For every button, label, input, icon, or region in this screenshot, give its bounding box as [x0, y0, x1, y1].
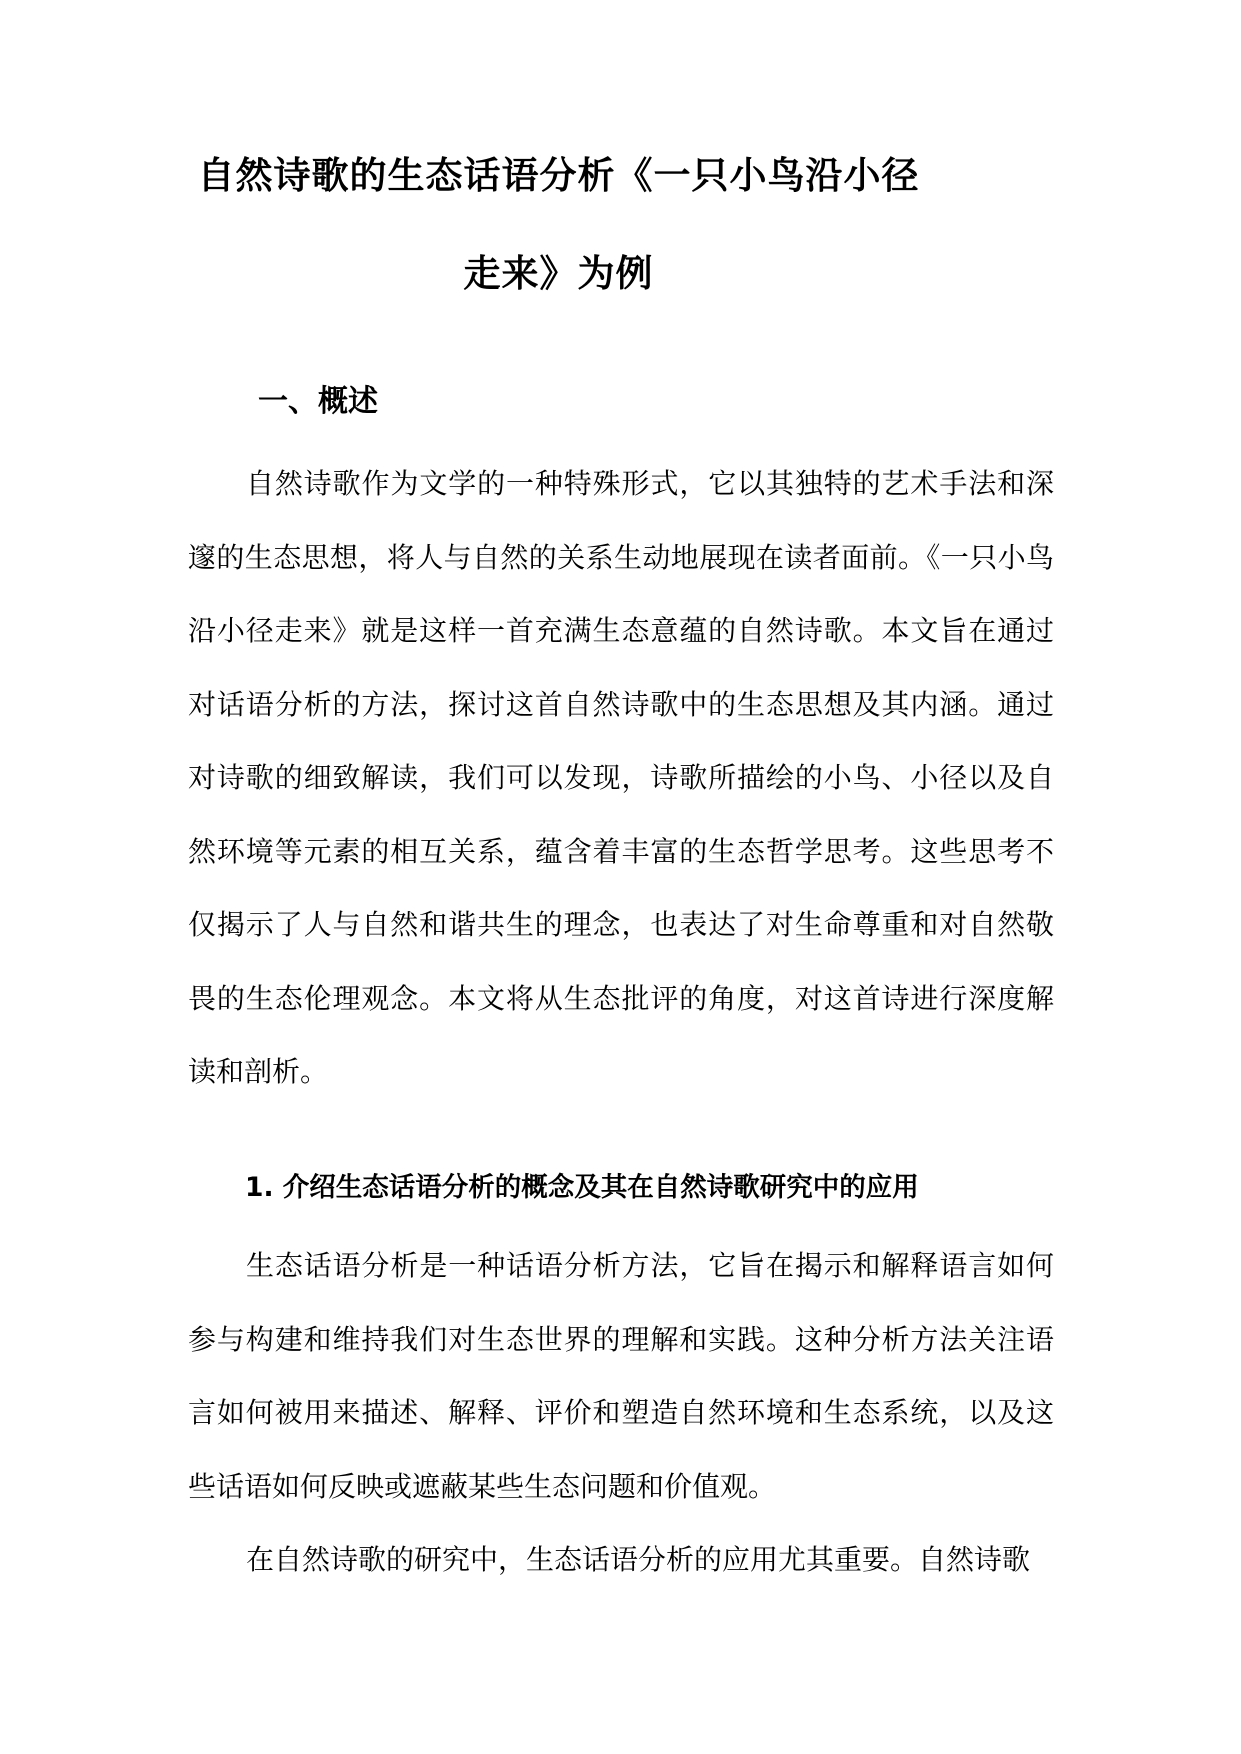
overview-paragraph: 自然诗歌作为文学的一种特殊形式，它以其独特的艺术手法和深邃的生态思想，将人与自然的关系生动地展现在读者面前。《一只小鸟沿小径走来》就是这样一首充满生态意蕴的自然诗歌。本文旨在通过对话语分析的方法，探讨这首自然诗歌中的生态思想及其内涵。通过对诗歌的细致解读，我们可以发现，诗歌所描绘的小鸟、小径以及自然环境等元素的相互关系，蕴含着丰富的生态哲学思考。这些思考不仅揭示了人与自然和谐共生的理念，也表达了对生命尊重和对自然敬畏的生态伦理观念。本文将从生态批评的角度，对这首诗进行深度解读和剖析。	[188, 467, 1054, 1088]
subsection-paragraph-1: 生态话语分析是一种话语分析方法，它旨在揭示和解释语言如何参与构建和维持我们对生态世界的理解和实践。这种分析方法关注语言如何被用来描述、解释、评价和塑造自然环境和生态系统，以及这些话语如何反映或遮蔽某些生态问题和价值观。	[188, 1249, 1054, 1503]
document-title-line-1: 自然诗歌的生态话语分析《一只小鸟沿小径	[197, 154, 920, 197]
subsection-heading-1: 1. 介绍生态话语分析的概念及其在自然诗歌研究中的应用	[245, 1172, 919, 1203]
section-heading-overview: 一、概述	[258, 384, 378, 419]
subsection-paragraph-2: 在自然诗歌的研究中，生态话语分析的应用尤其重要。自然诗歌	[246, 1543, 1031, 1576]
document-title-line-2: 走来》为例	[463, 252, 654, 295]
